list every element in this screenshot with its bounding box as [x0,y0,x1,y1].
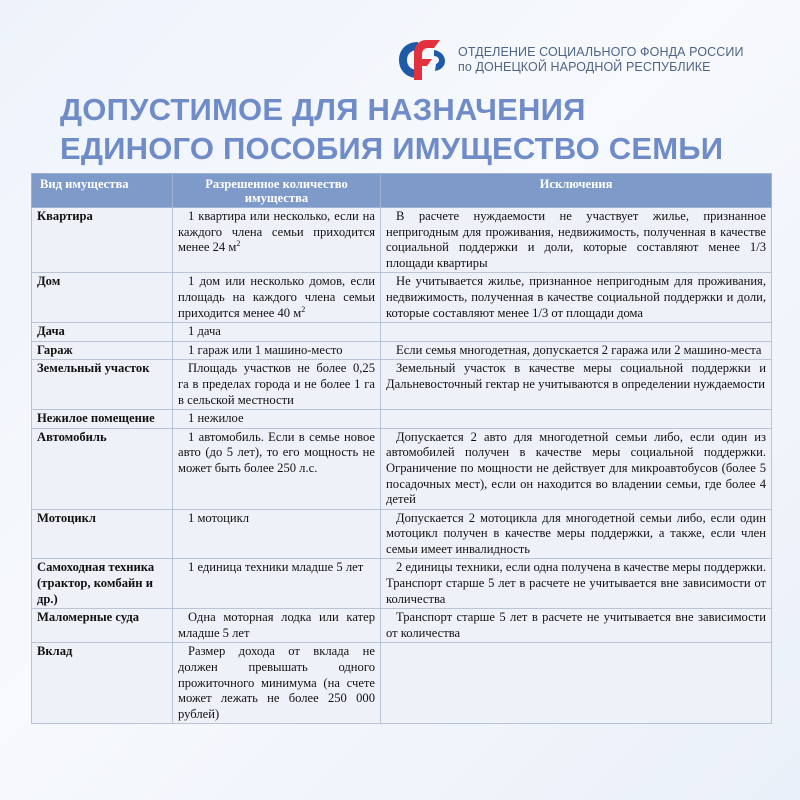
table-row-motorcycle [32,509,772,559]
table-row-small-vessels [32,609,772,643]
table-row-deposit [32,643,772,724]
exceptions: В расчете нуждаемости не участвует жилье, признанное непригодным для проживания, недвижимость, полученная в качестве социальной поддержки и доли, которые составляют менее 1/3 площади квартиры [381,208,772,273]
exceptions: Земельный участок в качестве меры социальной поддержки и Дальневосточный гектар не учитываются в определении нуждаемости [381,360,772,410]
table-row-dacha [32,323,772,342]
property-type: Маломерные суда [32,609,173,643]
exceptions [381,410,772,429]
allowed-quantity: 1 автомобиль. Если в семье новое авто (до 5 лет), то его мощность не может быть более 250 л.с. [173,428,381,509]
table-header-row [32,174,772,208]
exceptions [381,323,772,342]
allowed-quantity: 1 дача [173,323,381,342]
table-row-non-residential [32,410,772,429]
exceptions: Транспорт старше 5 лет в расчете не учитывается вне зависимости от количества [381,609,772,643]
allowed-quantity: 1 дом или несколько домов, если площадь на каждого члена семьи приходится менее 40 $м^2$ [173,273,381,323]
allowed-quantity: 1 гараж или 1 машино-место [173,341,381,360]
header-property-type: Вид имущества [32,174,173,208]
table-row-garage [32,341,772,360]
table-row-land-plot [32,360,772,410]
property-type: Самоходная техника (трактор, комбайн и др.) [32,559,173,609]
allowed-quantity: 1 мотоцикл [173,509,381,559]
exceptions: Не учитывается жилье, признанное непригодным для проживания, недвижимость, полученная в качестве социальной поддержки и доли, которые составляют менее 1/3 от площади дома [381,273,772,323]
header-allowed-quantity: Разрешенное количество имущества [173,174,381,208]
org-line-1: ОТДЕЛЕНИЕ СОЦИАЛЬНОГО ФОНДА РОССИИ [458,45,744,59]
organization-name [458,45,744,75]
exceptions: Допускается 2 авто для многодетной семьи либо, если один из автомобилей получен в качестве меры социальной поддержки. Ограничение по мощности не действует для микроавтобусов (более 5 посадочных мест), если он находится во владении семьи, где более 4 детей [381,428,772,509]
property-type: Дача [32,323,173,342]
header-exceptions: Исключения [381,174,772,208]
table-row-self-propelled [32,559,772,609]
exceptions: 2 единицы техники, если одна получена в качестве меры поддержки. Транспорт старше 5 лет в расчете не учитывается вне зависимости от количества [381,559,772,609]
property-type: Мотоцикл [32,509,173,559]
property-table [31,173,772,724]
exceptions [381,643,772,724]
page-title [60,90,723,168]
property-type: Гараж [32,341,173,360]
title-line-2: ЕДИНОГО ПОСОБИЯ ИМУЩЕСТВО СЕМЬИ [60,131,724,166]
allowed-quantity: Одна моторная лодка или катер младше 5 лет [173,609,381,643]
property-type: Нежилое помещение [32,410,173,429]
property-type: Автомобиль [32,428,173,509]
allowed-quantity: 1 квартира или несколько, если на каждого члена семьи приходится менее 24 $м^2$ [173,208,381,273]
property-type: Вклад [32,643,173,724]
exceptions: Если семья многодетная, допускается 2 гаража или 2 машино-места [381,341,772,360]
allowed-quantity: 1 нежилое [173,410,381,429]
allowed-quantity: Размер дохода от вклада не должен превышать одного прожиточного минимума (на счете может лежать не более 250 000 рублей) [173,643,381,724]
allowed-quantity: Площадь участков не более 0,25 га в пределах города и не более 1 га в сельской местности [173,360,381,410]
property-type: Земельный участок [32,360,173,410]
property-type: Квартира [32,208,173,273]
allowed-quantity: 1 единица техники младше 5 лет [173,559,381,609]
table-row-apartment [32,208,772,273]
table-row-car [32,428,772,509]
table-row-house [32,273,772,323]
social-fund-logo-icon [396,38,448,82]
exceptions: Допускается 2 мотоцикла для многодетной семьи либо, если один мотоцикл получен в качестве меры поддержки, а также, если член семьи имеет инвалидность [381,509,772,559]
title-line-1: ДОПУСТИМОЕ ДЛЯ НАЗНАЧЕНИЯ [60,92,586,127]
org-line-2: по ДОНЕЦКОЙ НАРОДНОЙ РЕСПУБЛИКЕ [458,60,711,74]
property-type: Дом [32,273,173,323]
